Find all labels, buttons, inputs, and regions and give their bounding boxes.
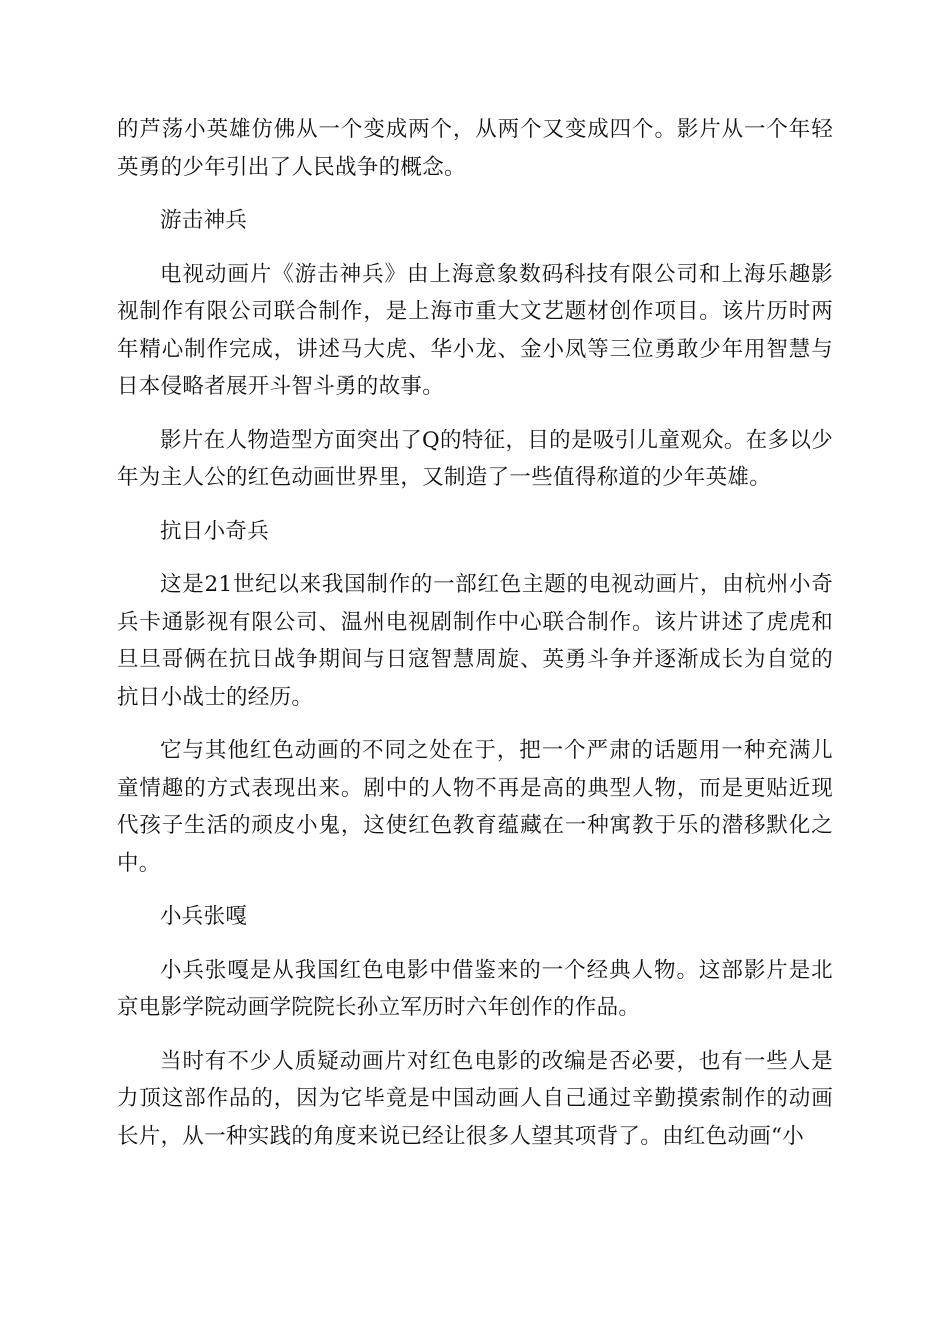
body-paragraph: 小兵张嘎是从我国红色电影中借鉴来的一个经典人物。这部影片是北京电影学院动画学院院长孙立军历时六年创作的作品。 [117,957,833,1020]
body-paragraph: 的芦荡小英雄仿佛从一个变成两个，从两个又变成四个。影片从一个年轻英勇的少年引出了人民战争的概念。 [117,117,833,180]
section-heading: 小兵张嘎 [160,904,248,929]
document-body [117,111,833,1171]
section-heading: 游击神兵 [160,208,248,233]
body-paragraph: 当时有不少人质疑动画片对红色电影的改编是否必要，也有一些人是力顶这部作品的，因为它毕竟是中国动画人自己通过辛勤摸索制作的动画长片，从一种实践的角度来说已经让很多人望其项背了。由红色动画“小 [117,1048,833,1149]
body-paragraph: 影片在人物造型方面突出了Q的特征，目的是吸引儿童观众。在多以少年为主人公的红色动画世界里，又制造了一些值得称道的少年英雄。 [117,427,833,490]
section-heading: 抗日小奇兵 [160,518,270,544]
body-paragraph: 这是21世纪以来我国制作的一部红色主题的电视动画片，由杭州小奇兵卡通影视有限公司、温州电视剧制作中心联合制作。该片讲述了虎虎和旦旦哥俩在抗日战争期间与日寇智慧周旋、英勇斗争并逐渐成长为自觉的抗日小战士的经历。 [117,572,833,710]
body-paragraph: 电视动画片《游击神兵》由上海意象数码科技有限公司和上海乐趣影视制作有限公司联合制作，是上海市重大文艺题材创作项目。该片历时两年精心制作完成，讲述马大虎、华小龙、金小凤等三位勇敢少年用智慧与日本侵略者展开斗智斗勇的故事。 [117,261,833,399]
body-paragraph: 它与其他红色动画的不同之处在于，把一个严肃的话题用一种充满儿童情趣的方式表现出来。剧中的人物不再是高的典型人物，而是更贴近现代孩子生活的顽皮小鬼，这使红色教育蕴藏在一种寓教于乐的潜移默化之中。 [117,738,833,876]
